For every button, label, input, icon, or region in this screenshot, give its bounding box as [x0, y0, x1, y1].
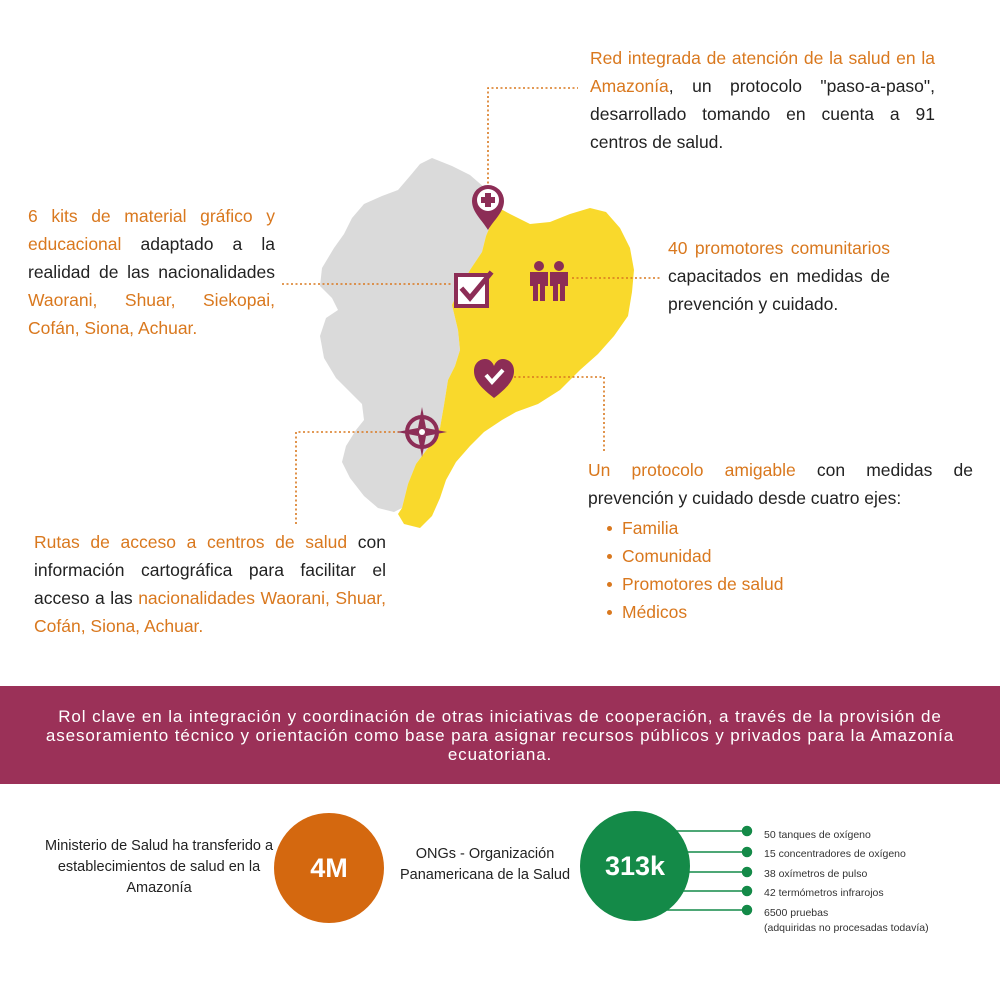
promoters-highlight: 40 promotores comunitarios [668, 238, 890, 258]
material-kits-highlight: 6 kits de material gráfico y educacional [28, 206, 275, 254]
key-role-text: Rol clave en la integración y coordinación de otras iniciativas de cooperación, a través de la provisión de asesoramiento técnico y orientación como base para asignar recursos públicos y privados para la Amazonía ecuatoriana. [45, 707, 955, 764]
material-kits-body: adaptado a la realidad de las nacionalidades [28, 234, 275, 282]
protocol-axis-item: Médicos [588, 598, 973, 626]
access-routes-body: con información cartográfica para facilitar el acceso a las [34, 532, 386, 608]
protocol-body: con medidas de prevención y cuidado desde cuatro ejes: [588, 460, 973, 508]
protocol-axis-item: Familia [588, 514, 973, 542]
ngo-item-note: (adquiridas no procesadas todavía) [764, 921, 929, 934]
ngo-item: 50 tanques de oxígeno [764, 829, 871, 841]
ngo-item: 6500 pruebas [764, 906, 829, 919]
protocol-axis-item: Comunidad [588, 542, 973, 570]
ngo-value: 313k [604, 850, 666, 881]
connector-dot [743, 868, 752, 877]
access-routes-nationalities: nacionalidades Waorani, Shuar, Cofán, Siona, Achuar. [34, 588, 387, 636]
connector-dot [743, 887, 752, 896]
connector-dot [743, 848, 752, 857]
ngo-item: 15 concentradores de oxígeno [764, 848, 906, 861]
protocol-highlight: Un protocolo amigable [588, 460, 796, 480]
protocol-axis-item: Promotores de salud [588, 570, 973, 598]
integrated-network-body: , un protocolo "paso-a-paso", desarrollado tomando en cuenta a 91 centros de salud. [590, 76, 935, 152]
integrated-network-highlight: Red integrada de atención de la salud en la Amazonía [590, 48, 935, 96]
access-routes-highlight: Rutas de acceso a centros de salud [34, 532, 348, 552]
material-kits-nationalities: Waorani, Shuar, Siekopai, Cofán, Siona, Achuar. [28, 290, 275, 338]
promoters-body: capacitados en medidas de prevención y cuidado. [668, 266, 890, 314]
connector-dot [743, 827, 752, 836]
ngo-items-list [764, 826, 929, 936]
ngo-item: 42 termómetros infrarojos [764, 887, 884, 900]
ngo-item: 38 oxímetros de pulso [764, 867, 868, 880]
ministry-value: 4M [310, 852, 348, 883]
ministry-label: Ministerio de Salud ha transferido a establecimientos de salud en la Amazonía [44, 838, 274, 896]
ngo-label: ONGs - Organización Panamericana de la Salud [399, 846, 571, 883]
connector-dot [743, 906, 752, 915]
